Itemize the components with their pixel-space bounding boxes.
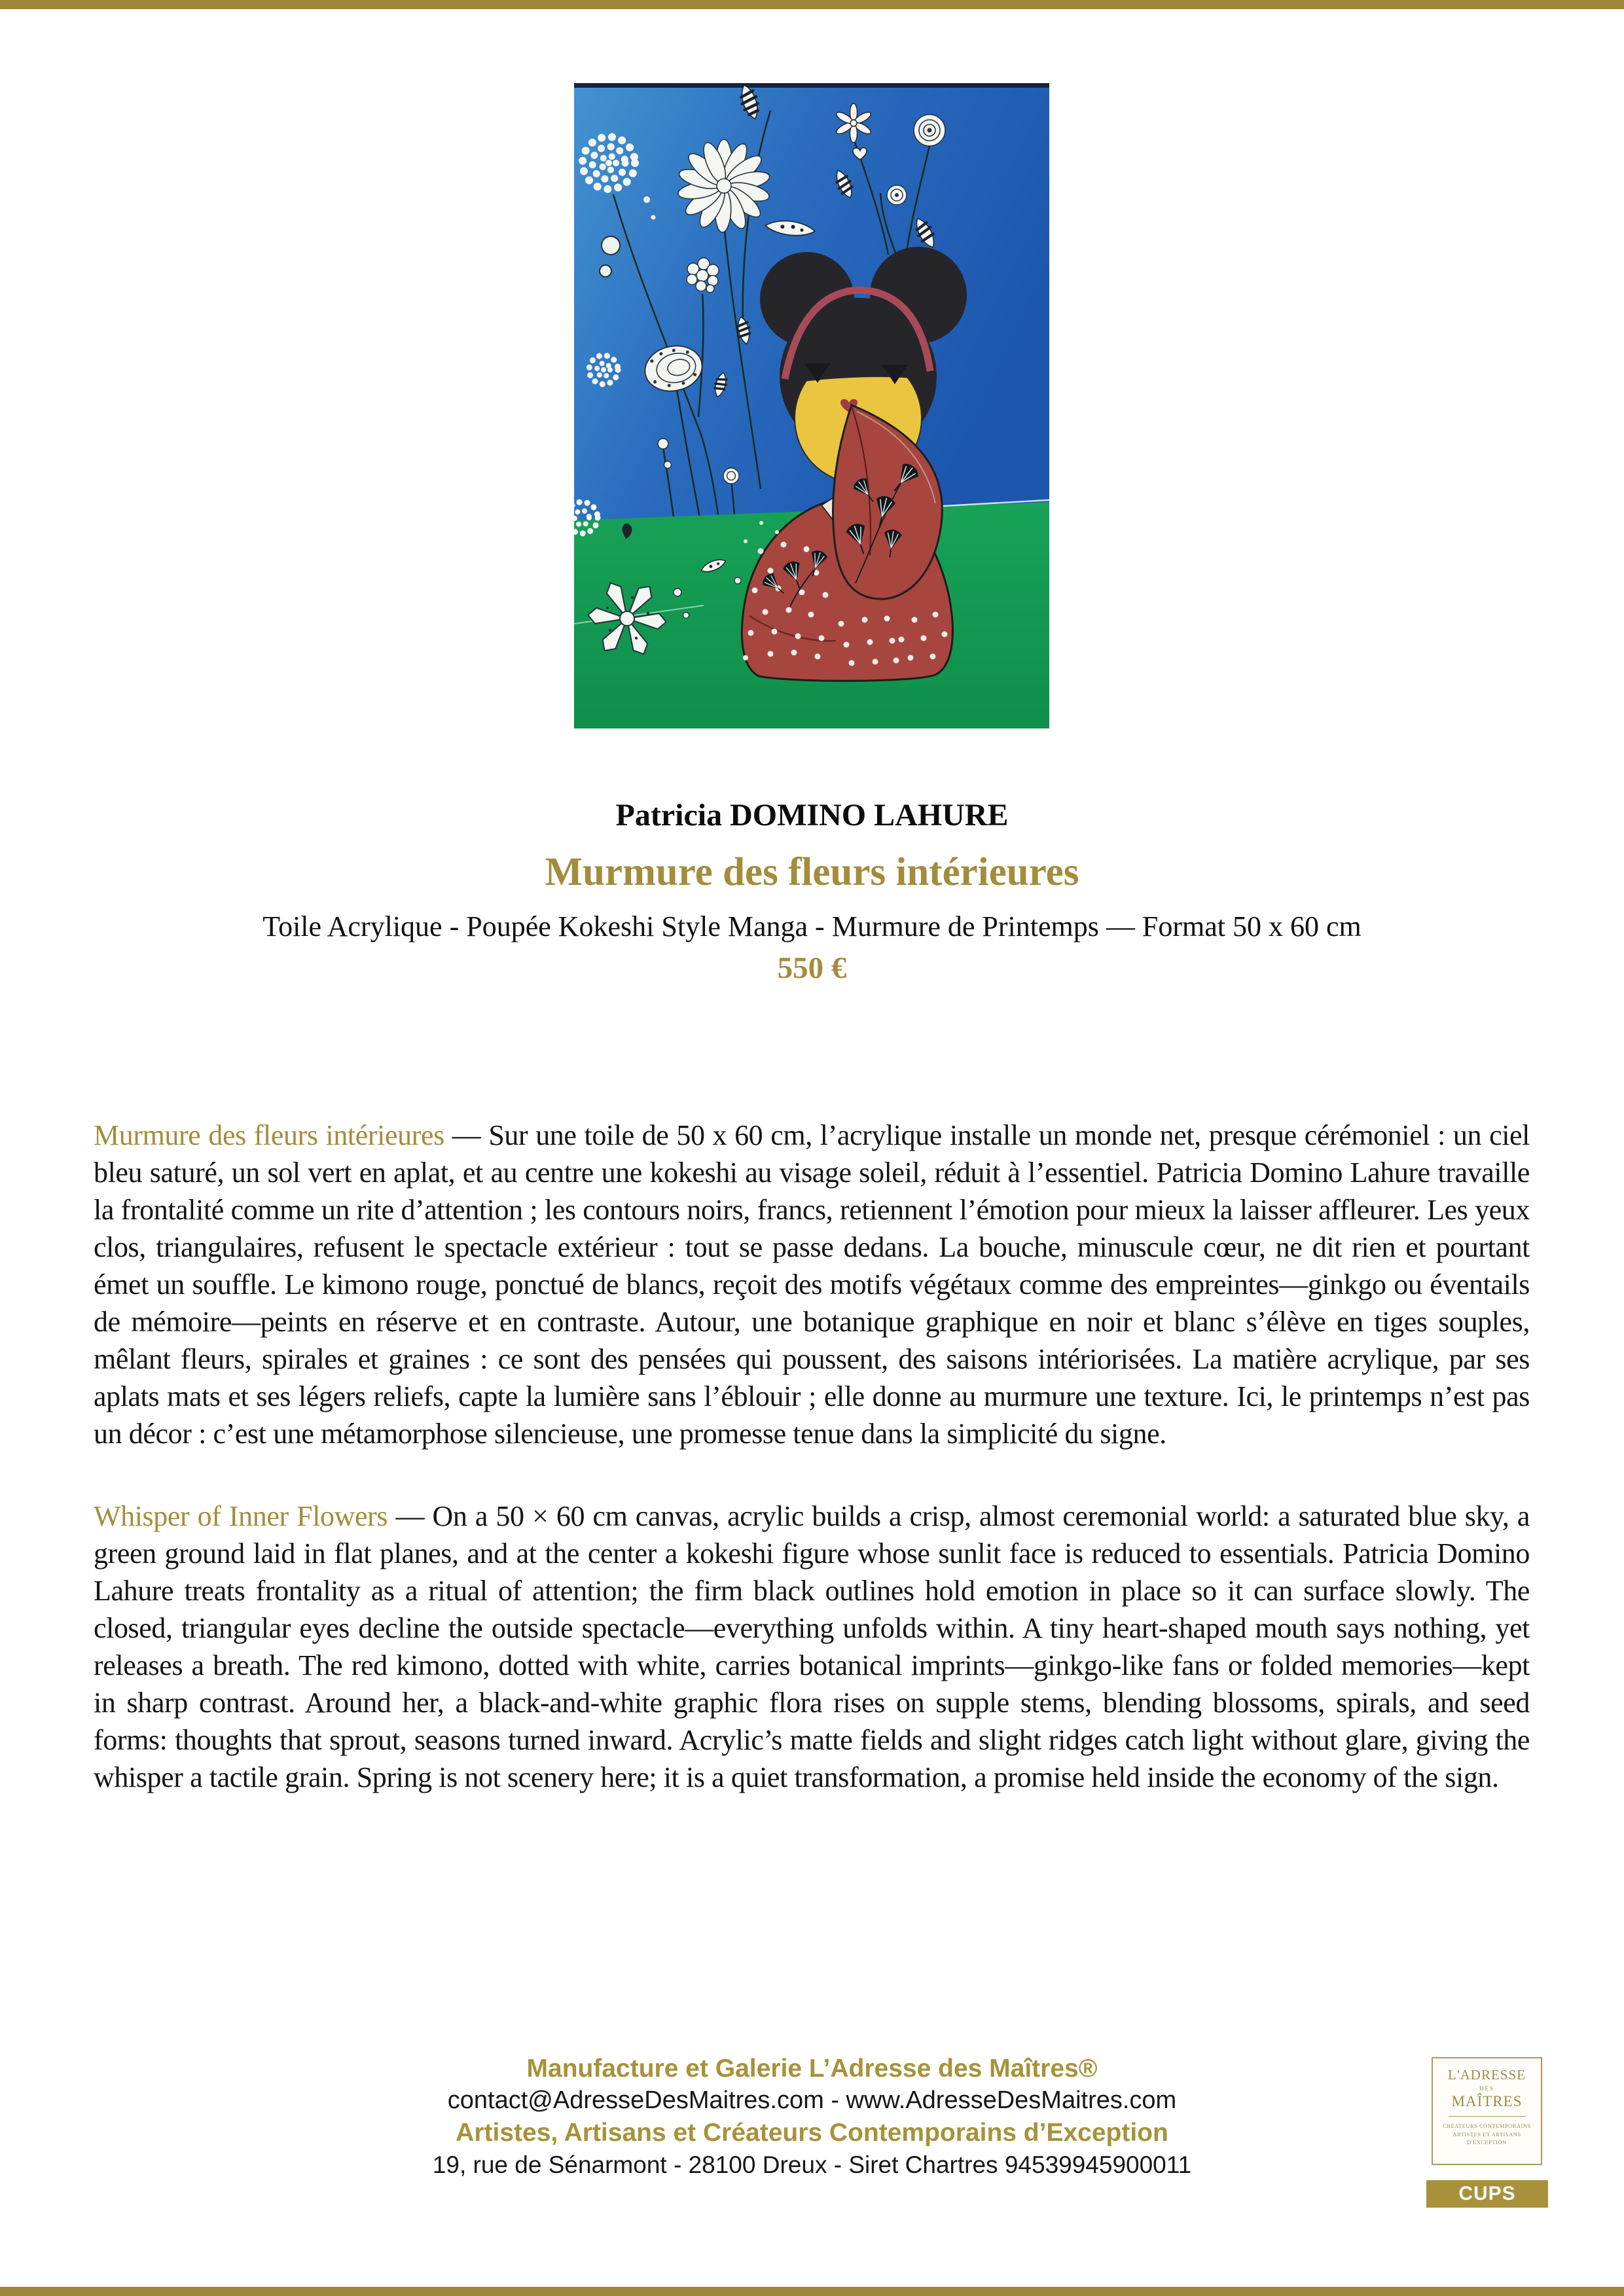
paragraph-french <box>94 1117 1530 1452</box>
paragraph-english-lead: Whisper of Inner Flowers <box>94 1500 388 1532</box>
paragraph-english <box>94 1498 1530 1796</box>
cups-badge: CUPS <box>1426 2180 1548 2208</box>
artwork-subtitle: Toile Acrylique - Poupée Kokeshi Style Manga - Murmure de Printemps — Format 50 x 60 cm <box>262 910 1362 942</box>
footer <box>0 2053 1624 2181</box>
kokeshi-painting <box>574 83 1049 728</box>
artwork-image <box>574 83 1049 728</box>
logo-divider <box>1449 2116 1526 2117</box>
paragraph-french-lead: Murmure des fleurs intérieures <box>94 1119 444 1151</box>
top-gold-bar <box>0 0 1624 9</box>
painting-top-edge <box>574 83 1049 88</box>
logo-line-adresse: L'ADRESSE <box>1448 2067 1526 2083</box>
spiral-rose <box>723 468 739 484</box>
logo-sub-line2: ARTISTES ET ARTISANS <box>1453 2130 1521 2138</box>
spiral-rose <box>887 185 907 205</box>
price: 550 € <box>777 951 847 985</box>
paragraph-english-body: — On a 50 × 60 cm canvas, acrylic builds a crisp, almost ceremonial world: a saturated blue sky, a green ground laid in flat planes, and at the center a kokeshi figure whose sunlit face is reduced to essentials. Patricia Domino Lahure treats frontality as a ritual of attention; the firm black outlines hold emotion in place so it can surface slowly. The closed, triangular eyes decline the outside spectacle—everything unfolds within. A tiny heart-shaped mouth says nothing, yet releases a breath. The red kimono, dotted with white, carries botanical imprints—ginkgo-like fans or folded memories—kept in sharp contrast. Around her, a black-and-white graphic flora rises on supple stems, blending blossoms, spirals, and seed forms: thoughts that sprout, seasons turned inward. Acrylic’s matte fields and slight ridges catch light without glare, giving the whisper a tactile grain. Spring is not scenery here; it is a quiet transformation, a promise held inside the economy of the sign. <box>94 1500 1530 1793</box>
logo-line-maitres: MAÎTRES <box>1451 2093 1523 2109</box>
bottom-gold-bar <box>0 2287 1624 2296</box>
footer-gallery-name: Manufacture et Galerie L’Adresse des Maîtres® <box>526 2054 1098 2083</box>
artist-name: Patricia DOMINO LAHURE <box>615 798 1009 833</box>
logo-sub-line3: D'EXCEPTION <box>1467 2139 1507 2145</box>
paragraph-french-body: — Sur une toile de 50 x 60 cm, l’acrylique installe un monde net, presque cérémoniel : un ciel bleu saturé, un sol vert en aplat, et au centre une kokeshi au visage soleil, réduit à l’essentiel. Patricia Domino Lahure travaille la frontalité comme un rite d’attention ; les contours noirs, francs, retiennent l’émotion pour mieux la laisser affleurer. Les yeux clos, triangulaires, refusent le spectacle extérieur : tout se passe dedans. La bouche, minuscule cœur, ne dit rien et pourtant émet un souffle. Le kimono rouge, ponctué de blancs, reçoit des motifs végétaux comme des empreintes—ginkgo ou éventails de mémoire—peints en réserve et en contraste. Autour, une botanique graphique en noir et blanc s’élève en tiges souples, mêlant fleurs, spirales et graines : ce sont des pensées qui poussent, des saisons intériorisées. La matière acrylique, par ses aplats mats et ses légers reliefs, capte la lumière sans l’éblouir ; elle donne au murmure une texture. Ici, le printemps n’est pas un décor : c’est une métamorphose silencieuse, une promesse tenue dans la simplicité du signe. <box>94 1119 1530 1450</box>
spiral-rose <box>914 115 945 146</box>
footer-address-line: 19, rue de Sénarmont - 28100 Dreux - Siret Chartres 94539945900011 <box>432 2151 1192 2178</box>
gallery-logo <box>1432 2057 1542 2165</box>
footer-contact-line: contact@AdresseDesMaitres.com - www.AdresseDesMaitres.com <box>447 2087 1177 2114</box>
logo-line-des: DES <box>1479 2085 1494 2092</box>
description-copy <box>94 1117 1530 1796</box>
artwork-title: Murmure des fleurs intérieures <box>545 850 1079 894</box>
footer-tagline: Artistes, Artisans et Créateurs Contemporains d’Exception <box>456 2119 1168 2147</box>
logo-sub-line1: CRÉATEURS CONTEMPORAINS <box>1443 2123 1531 2129</box>
